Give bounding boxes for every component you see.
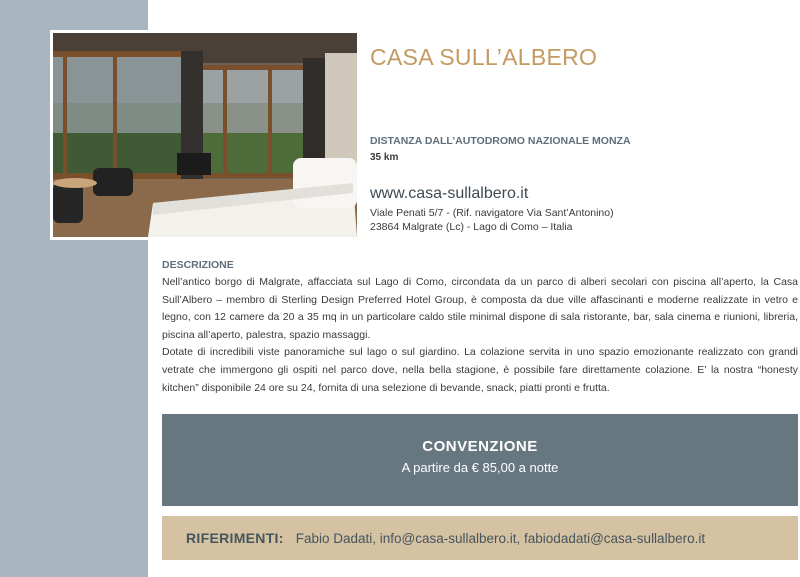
distance-value: 35 km <box>370 152 399 163</box>
hotel-name: CASA SULL’ALBERO <box>370 44 598 70</box>
description-paragraph-2: Dotate di incredibili viste panoramiche sul lago o sul giardino. La colazione servita in uno spazio emozionante realizzato con grandi vetrate che immergono gli ospiti nel parco dove, nella bella stagione, è possibile fare direttamente colazione. E’ la nostra “honesty kitchen” disponibile 24 ore su 24, fornita di una selezione di bevande, snack, piatti pronti e frutta. <box>162 346 798 394</box>
hotel-room-photo <box>50 30 360 240</box>
room-photo-image <box>53 33 357 237</box>
address-line-2: 23864 Malgrate (Lc) - Lago di Como – Italia <box>370 221 573 233</box>
references-label: RIFERIMENTI: <box>186 530 284 546</box>
distance-label: DISTANZA DALL’AUTODROMO NAZIONALE MONZA <box>370 135 631 147</box>
description-text <box>162 274 798 397</box>
description-label: DESCRIZIONE <box>162 259 234 271</box>
convention-price: A partire da € 85,00 a notte <box>401 460 559 475</box>
address <box>370 206 614 234</box>
address-line-1: Viale Penati 5/7 - (Rif. navigatore Via Sant’Antonino) <box>370 207 614 219</box>
convention-box <box>162 414 798 506</box>
references-value[interactable]: Fabio Dadati, info@casa-sullalbero.it, fabiodadati@casa-sullalbero.it <box>295 530 706 546</box>
references-box <box>162 516 798 560</box>
convention-title: CONVENZIONE <box>422 438 538 455</box>
description-paragraph-1: Nell’antico borgo di Malgrate, affacciata sul Lago di Como, circondata da un parco di alberi secolari con piscina all’aperto, la Casa Sull’Albero – membro di Sterling Design Preferred Hotel Group, è composta da due ville affascinanti e moderne realizzate in vetro e legno, con 12 camere da 20 a 35 mq in un particolare caldo stile minimal dispone di sala ristorante, bar, sala cinema e riunioni, libreria, piscina all’aperto, palestra, spazio massaggi. <box>162 276 798 341</box>
website-link[interactable]: www.casa-sullalbero.it <box>370 185 529 202</box>
